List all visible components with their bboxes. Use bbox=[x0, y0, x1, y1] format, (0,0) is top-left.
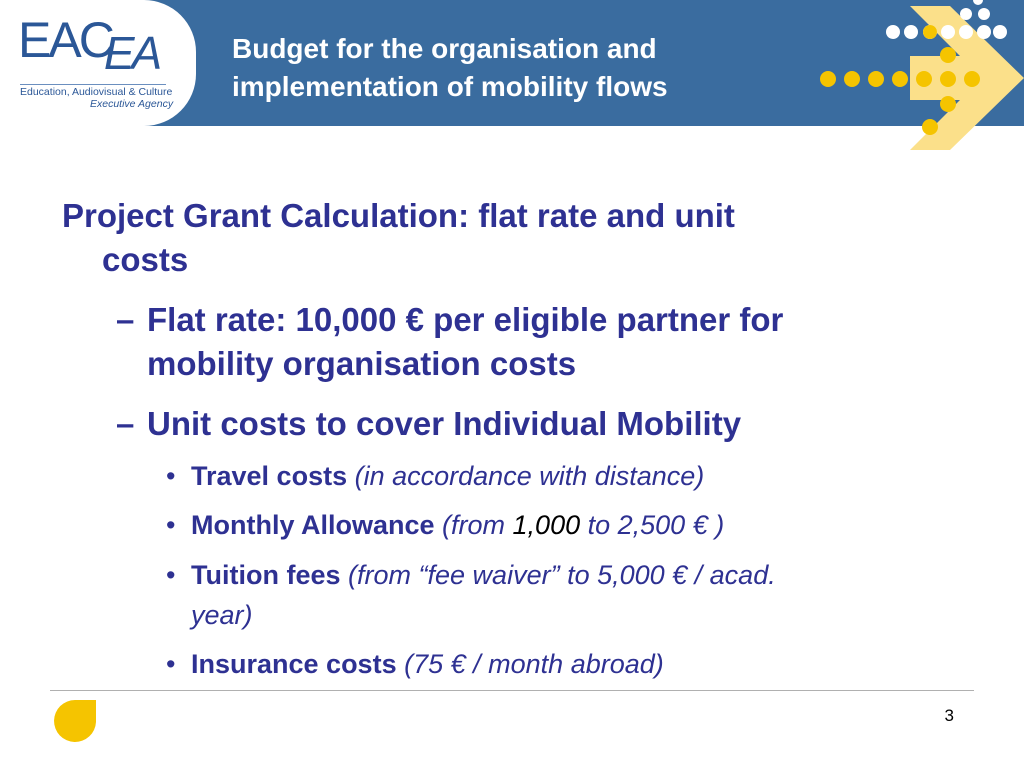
flat-rate-item bbox=[116, 298, 946, 386]
bullet-detail-line1: (from “fee waiver” to 5,000 € / acad. bbox=[348, 560, 776, 590]
unit-costs-item bbox=[116, 402, 946, 446]
bullet-detail-a: (from bbox=[442, 510, 513, 540]
heading-line1: Project Grant Calculation: flat rate and unit bbox=[62, 197, 735, 234]
bullet-detail-c: to 2,500 € ) bbox=[580, 510, 725, 540]
bullet-label: Travel costs bbox=[191, 461, 348, 491]
flat-rate-line2: mobility organisation costs bbox=[147, 345, 577, 382]
bullet-dot: • bbox=[166, 649, 176, 679]
bullet-label: Insurance costs bbox=[191, 649, 397, 679]
page-number: 3 bbox=[944, 706, 954, 725]
unit-costs-text: Unit costs to cover Individual Mobility bbox=[147, 405, 742, 442]
bullet-travel-costs bbox=[166, 456, 956, 496]
bullet-detail-line2: year) bbox=[191, 600, 253, 630]
logo-agency-name: Education, Audiovisual & Culture bbox=[20, 86, 173, 98]
dash-marker: – bbox=[116, 405, 135, 442]
slide-title-line1: Budget for the organisation and bbox=[232, 33, 657, 64]
bullet-tuition-fees bbox=[166, 555, 956, 635]
bullet-label: Tuition fees bbox=[191, 560, 341, 590]
bullet-monthly-allowance bbox=[166, 505, 956, 545]
bullet-insurance-costs bbox=[166, 644, 956, 684]
logo-agency-type: Executive Agency bbox=[90, 98, 174, 110]
bullet-dot: • bbox=[166, 510, 176, 540]
bullet-detail: (in accordance with distance) bbox=[354, 461, 705, 491]
logo-mark-right: EA bbox=[103, 27, 160, 79]
heading-bullet bbox=[62, 194, 942, 282]
flat-rate-line1: Flat rate: 10,000 € per eligible partner for bbox=[147, 301, 784, 338]
heading-line2: costs bbox=[102, 241, 189, 278]
logo-mark-left: EAC bbox=[18, 12, 112, 68]
slide-title-line2: implementation of mobility flows bbox=[232, 71, 668, 102]
bullet-dot: • bbox=[166, 560, 176, 590]
bullet-detail-amount: 1,000 bbox=[512, 510, 581, 540]
bullet-dot: • bbox=[166, 461, 176, 491]
bullet-detail: (75 € / month abroad) bbox=[404, 649, 664, 679]
yellow-drop-icon bbox=[52, 698, 98, 746]
footer-divider bbox=[50, 690, 974, 691]
bullet-label: Monthly Allowance bbox=[191, 510, 435, 540]
dash-marker: – bbox=[116, 301, 135, 338]
